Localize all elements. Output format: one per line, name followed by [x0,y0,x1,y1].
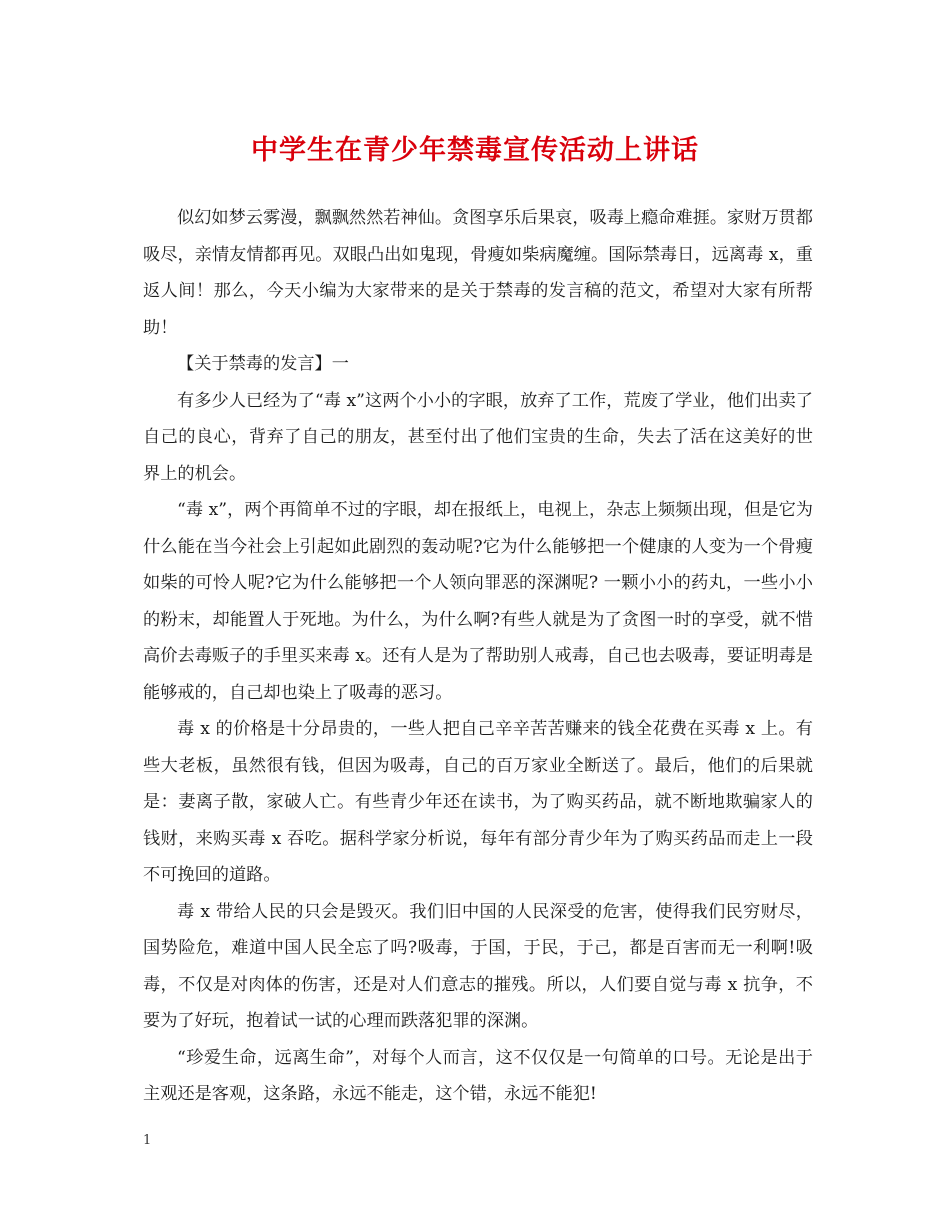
paragraph: 毒 x 带给人民的只会是毁灭。我们旧中国的人民深受的危害，使得我们民穷财尽，国势险危，难道中国人民全忘了吗?吸毒，于国，于民，于己，都是百害而无一利啊!吸毒，不仅是对肉体的伤害，还是对人们意志的摧残。所以，人们要自觉与毒 x 抗争，不要为了好玩，抱着试一试的心理而跌落犯罪的深渊。 [143,901,813,1031]
paragraph-intro: 似幻如梦云雾漫，飘飘然然若神仙。贪图享乐后果哀，吸毒上瘾命难捱。家财万贯都吸尽，亲情友情都再见。双眼凸出如鬼现，骨瘦如柴病魔缠。国际禁毒日，远离毒 x，重返人间！那么，今天小编为大家带来的是关于禁毒的发言稿的范文，希望对大家有所帮助！ [143,208,813,338]
paragraph: “毒 x”，两个再简单不过的字眼，却在报纸上，电视上，杂志上频频出现，但是它为什么能在当今社会上引起如此剧烈的轰动呢?它为什么能够把一个健康的人变为一个骨瘦如柴的可怜人呢?它为什么能够把一个人领向罪恶的深渊呢? 一颗小小的药丸，一些小小的粉末，却能置人于死地。为什么，为什么啊?有些人就是为了贪图一时的享受，就不惜高价去毒贩子的手里买来毒 x。还有人是为了帮助别人戒毒，自己也去吸毒，要证明毒是能够戒的，自己却也染上了吸毒的恶习。 [143,500,813,703]
paragraph: 有多少人已经为了“毒 x”这两个小小的字眼，放弃了工作，荒废了学业，他们出卖了自己的良心，背弃了自己的朋友，甚至付出了他们宝贵的生命，失去了活在这美好的世界上的机会。 [143,390,813,484]
section-heading: 【关于禁毒的发言】一 [177,354,349,374]
document-title: 中学生在青少年禁毒宣传活动上讲话 [251,135,699,166]
page-number: 1 [143,1133,152,1148]
paragraph: “珍爱生命，远离生命”，对每个人而言，这不仅仅是一句简单的口号。无论是出于主观还是客观，这条路，永远不能走，这个错，永远不能犯! [143,1047,813,1104]
document-body [143,200,813,1113]
paragraph: 毒 x 的价格是十分昂贵的，一些人把自己辛辛苦苦赚来的钱全花费在买毒 x 上。有些大老板，虽然很有钱，但因为吸毒，自己的百万家业全断送了。最后，他们的后果就是：妻离子散，家破人亡。有些青少年还在读书，为了购买药品，就不断地欺骗家人的钱财，来购买毒 x 吞吃。据科学家分析说，每年有部分青少年为了购买药品而走上一段不可挽回的道路。 [143,719,813,885]
